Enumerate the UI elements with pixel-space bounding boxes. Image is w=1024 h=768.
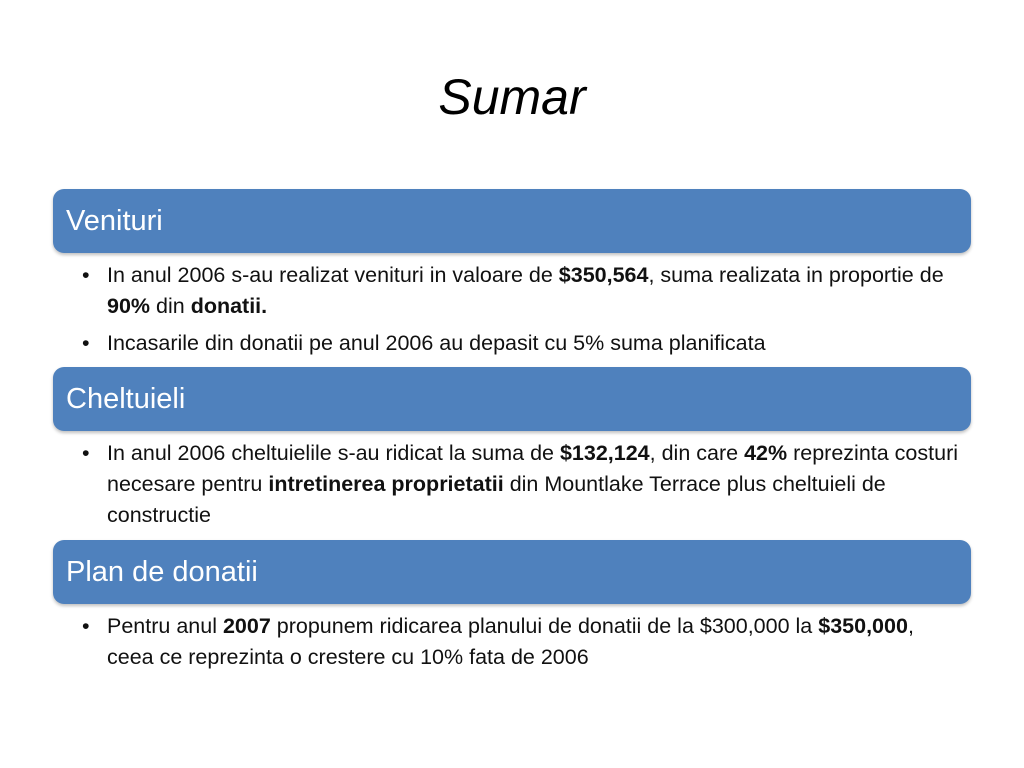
slide-title: Sumar	[438, 69, 586, 125]
bullet-list-venituri	[82, 260, 962, 365]
bullet-icon: •	[82, 263, 90, 287]
text-segment-bold: 42%	[744, 441, 788, 465]
bullet-icon: •	[82, 331, 90, 355]
text-segment-bold: intretinerea proprietatii	[268, 472, 504, 496]
list-item	[82, 611, 962, 673]
bullet-icon: •	[82, 614, 90, 638]
text-segment-bold: $350,000	[818, 614, 908, 638]
text-segment: Pentru anul	[107, 614, 223, 638]
text-segment-bold: donatii.	[190, 294, 268, 318]
bullet-icon: •	[82, 441, 90, 465]
text-segment: din Mountlake Terrace plus cheltuieli de constructie	[107, 472, 886, 527]
list-item	[82, 328, 962, 359]
bullet-list-plan-de-donatii	[82, 611, 962, 679]
list-item	[82, 438, 962, 531]
text-segment: Incasarile din donatii pe anul 2006 au depasit cu 5% suma planificata	[107, 331, 766, 355]
text-segment-bold: $350,564	[558, 263, 649, 287]
section-header-plan-de-donatii: Plan de donatii	[53, 540, 971, 604]
text-segment: In anul 2006 cheltuielile s-au ridicat la suma de	[107, 441, 560, 465]
text-segment: propunem ridicarea planului de donatii de la $300,000 la	[270, 614, 819, 638]
text-segment: , suma realizata in proportie de	[648, 263, 944, 287]
section-header-cheltuieli: Cheltuieli	[53, 367, 971, 431]
section-header-venituri: Venituri	[53, 189, 971, 253]
text-segment-bold: $132,124	[559, 441, 650, 465]
bullet-list-cheltuieli	[82, 438, 962, 537]
text-segment-bold: 90%	[107, 294, 151, 318]
text-segment: , ceea ce reprezinta o crestere cu 10% fata de 2006	[107, 614, 914, 669]
text-segment: reprezinta costuri necesare pentru	[107, 441, 959, 496]
list-item	[82, 260, 962, 322]
text-segment-bold: 2007	[222, 614, 271, 638]
text-segment: In anul 2006 s-au realizat venituri in valoare de	[107, 263, 559, 287]
text-segment: , din care	[649, 441, 745, 465]
text-segment: din	[150, 294, 191, 318]
